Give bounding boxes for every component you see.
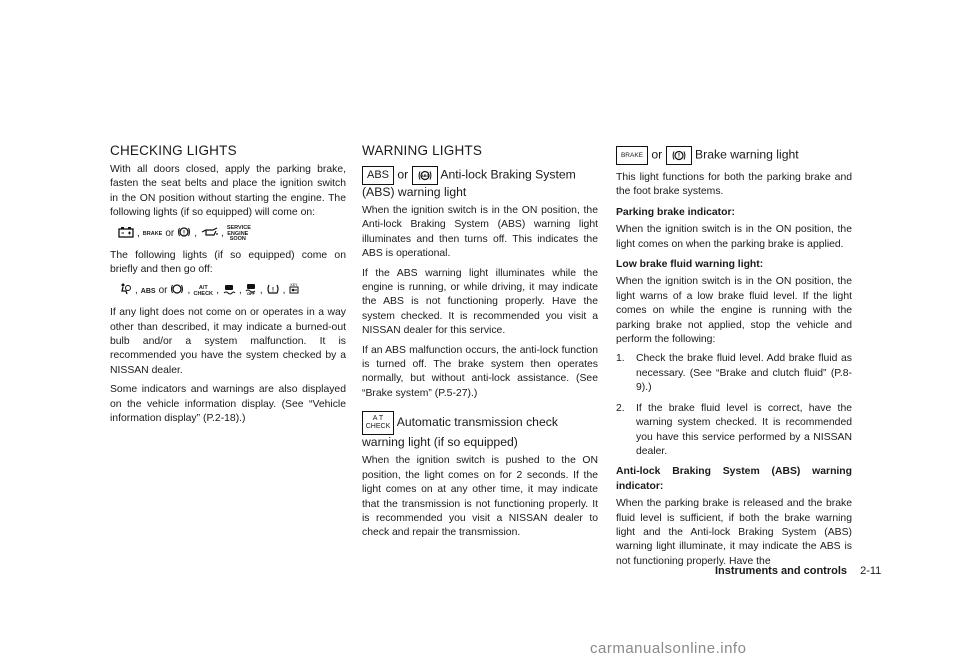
battery-icon: [118, 226, 134, 243]
at-check-title-text: Automatic transmission check warning light (if so equipped): [362, 415, 558, 450]
separator: ,: [187, 285, 191, 297]
parking-brake-heading: Parking brake indicator:: [616, 206, 735, 218]
tire-pressure-icon: [266, 283, 280, 300]
abs-circle-box-icon: [412, 166, 438, 185]
list-item-text: If the brake fluid level is correct, have the warning system checked. It is recommended you have this service performed by a NISSAN dealer.: [636, 402, 852, 457]
abs-warning-title-text: Anti-lock Braking System (ABS) warning light: [362, 167, 576, 199]
separator: ,: [216, 285, 220, 297]
list-item: [616, 402, 852, 460]
separator: ,: [282, 285, 286, 297]
at-check-icon-line-1: A T: [372, 415, 384, 423]
abs-indicator-heading: Anti-lock Braking System (ABS) warning indicator:: [616, 466, 852, 492]
list-item-number: 1.: [616, 353, 625, 365]
brake-steps-list: [616, 352, 852, 459]
at-check-icon-line-2: CHECK: [365, 423, 391, 431]
or-text: or: [165, 228, 175, 240]
separator: ,: [221, 228, 224, 240]
page-number: 2-11: [860, 565, 882, 577]
page-footer: [715, 565, 881, 577]
svg-text:!: !: [271, 287, 274, 294]
separator: ,: [137, 228, 140, 240]
brake-warning-title-text: Brake warning light: [695, 147, 799, 162]
abs-text-icon: ABS: [140, 287, 156, 295]
list-item: [616, 352, 852, 395]
abs-box-icon: ABS: [362, 166, 394, 185]
malfunction-paragraph: If any light does not come on or operates in a way other than described, it may indicate a burned-out bulb and/or a system malfunction. It is recommended you have the system checked by a NISSAN dealer.: [110, 307, 346, 376]
or-text: or: [397, 167, 409, 182]
abs-paragraph-1: When the ignition switch is in the ON position, the Anti-lock Braking System (ABS) warning light illuminates and then turns off. This indicates the ABS is operational.: [362, 205, 598, 260]
list-item-number: 2.: [616, 402, 625, 414]
brake-box-icon: BRAKE: [616, 146, 648, 165]
brake-warning-title: [616, 146, 852, 165]
footer-section-title: Instruments and controls: [715, 565, 848, 577]
vdc-off-icon: [245, 283, 257, 300]
low-fluid-paragraph: When the ignition switch is in the ON position, the light warns of a low brake fluid level. If the light comes on while the engine is running with the parking brake not applied, stop the vehicle and perform the following:: [616, 276, 852, 346]
column-brake-warning: [616, 142, 852, 574]
key-system-icon: [288, 283, 300, 300]
or-text: or: [158, 285, 168, 297]
or-text: or: [651, 147, 663, 162]
separator: ,: [194, 228, 198, 240]
vehicle-info-display-paragraph: Some indicators and warnings are also displayed on the vehicle information display. (See “Vehicle information display” (P.2-18).): [110, 384, 346, 425]
airbag-icon: [118, 283, 132, 300]
at-check-box-icon: [362, 411, 394, 435]
parking-brake-paragraph: When the ignition switch is in the ON position, the light comes on when the parking brake is applied.: [616, 224, 852, 250]
abs-paragraph-2: If the ABS warning light illuminates while the engine is running, or while driving, it may indicate the ABS is not functioning properly. Have the system checked. It is recommended you visit a NISSAN dealer for this service.: [362, 267, 598, 337]
icon-row-briefly-on: [118, 283, 346, 300]
list-item-text: Check the brake fluid level. Add brake fluid as necessary. (See “Brake and clutch fluid” (P.8-9).): [636, 353, 852, 394]
abs-warning-title: [362, 166, 598, 200]
briefly-on-paragraph: The following lights (if so equipped) come on briefly and then go off:: [110, 250, 346, 276]
at-check-warning-title: [362, 411, 598, 450]
brake-text-icon: BRAKE: [142, 230, 163, 237]
separator: ,: [259, 285, 263, 297]
separator: ,: [239, 285, 242, 297]
abs-circle-icon: [170, 283, 184, 300]
icon-row-always-on: [118, 226, 346, 243]
low-fluid-heading: Low brake fluid warning light:: [616, 259, 764, 271]
brake-intro-paragraph: This light functions for both the parking brake and the foot brake systems.: [616, 172, 852, 198]
brake-circle-icon: [177, 226, 191, 243]
oil-pressure-icon: [200, 227, 218, 242]
svg-text:OFF: OFF: [246, 290, 255, 295]
separator: ,: [135, 285, 138, 297]
section-heading-warning-lights: WARNING LIGHTS: [362, 143, 483, 158]
abs-indicator-paragraph: When the parking brake is released and the brake fluid level is sufficient, if both the brake warning light and the Anti-lock Braking System (ABS) warning light illuminate, it may indicate the ABS is not functioning properly. Have the: [616, 498, 852, 567]
svg-text:!: !: [183, 229, 186, 236]
section-heading-checking-lights: CHECKING LIGHTS: [110, 143, 237, 158]
at-check-paragraph: When the ignition switch is pushed to the ON position, the light comes on for 2 seconds. If the light comes on at any other time, it may indicate that the transmission is not functioning properly. It is recommended you visit a NISSAN dealer to check and repair the transmission.: [362, 455, 598, 539]
checking-intro-paragraph: With all doors closed, apply the parking brake, fasten the seat belts and place the ignition switch in the ON position without starting the engine. The following lights (if so equipped) will come on:: [110, 164, 346, 219]
svg-text:!: !: [677, 153, 680, 160]
at-check-text-icon: A/T CHECK: [193, 285, 214, 297]
column-warning-lights: [362, 142, 598, 546]
svg-text:ABS: ABS: [420, 174, 429, 178]
vehicle-dynamic-control-icon: [222, 283, 236, 300]
watermark: carmanualsonline.info: [590, 640, 747, 657]
svg-text:KEY: KEY: [290, 282, 298, 287]
column-checking-lights: [110, 142, 346, 432]
brake-circle-box-icon: [666, 146, 692, 165]
service-engine-soon-icon: SERVICE ENGINE SOON: [226, 225, 251, 243]
abs-paragraph-3: If an ABS malfunction occurs, the anti-lock function is turned off. The brake system then operates normally, but without anti-lock assistance. (See “Brake system” (P.5-27).): [362, 344, 598, 399]
